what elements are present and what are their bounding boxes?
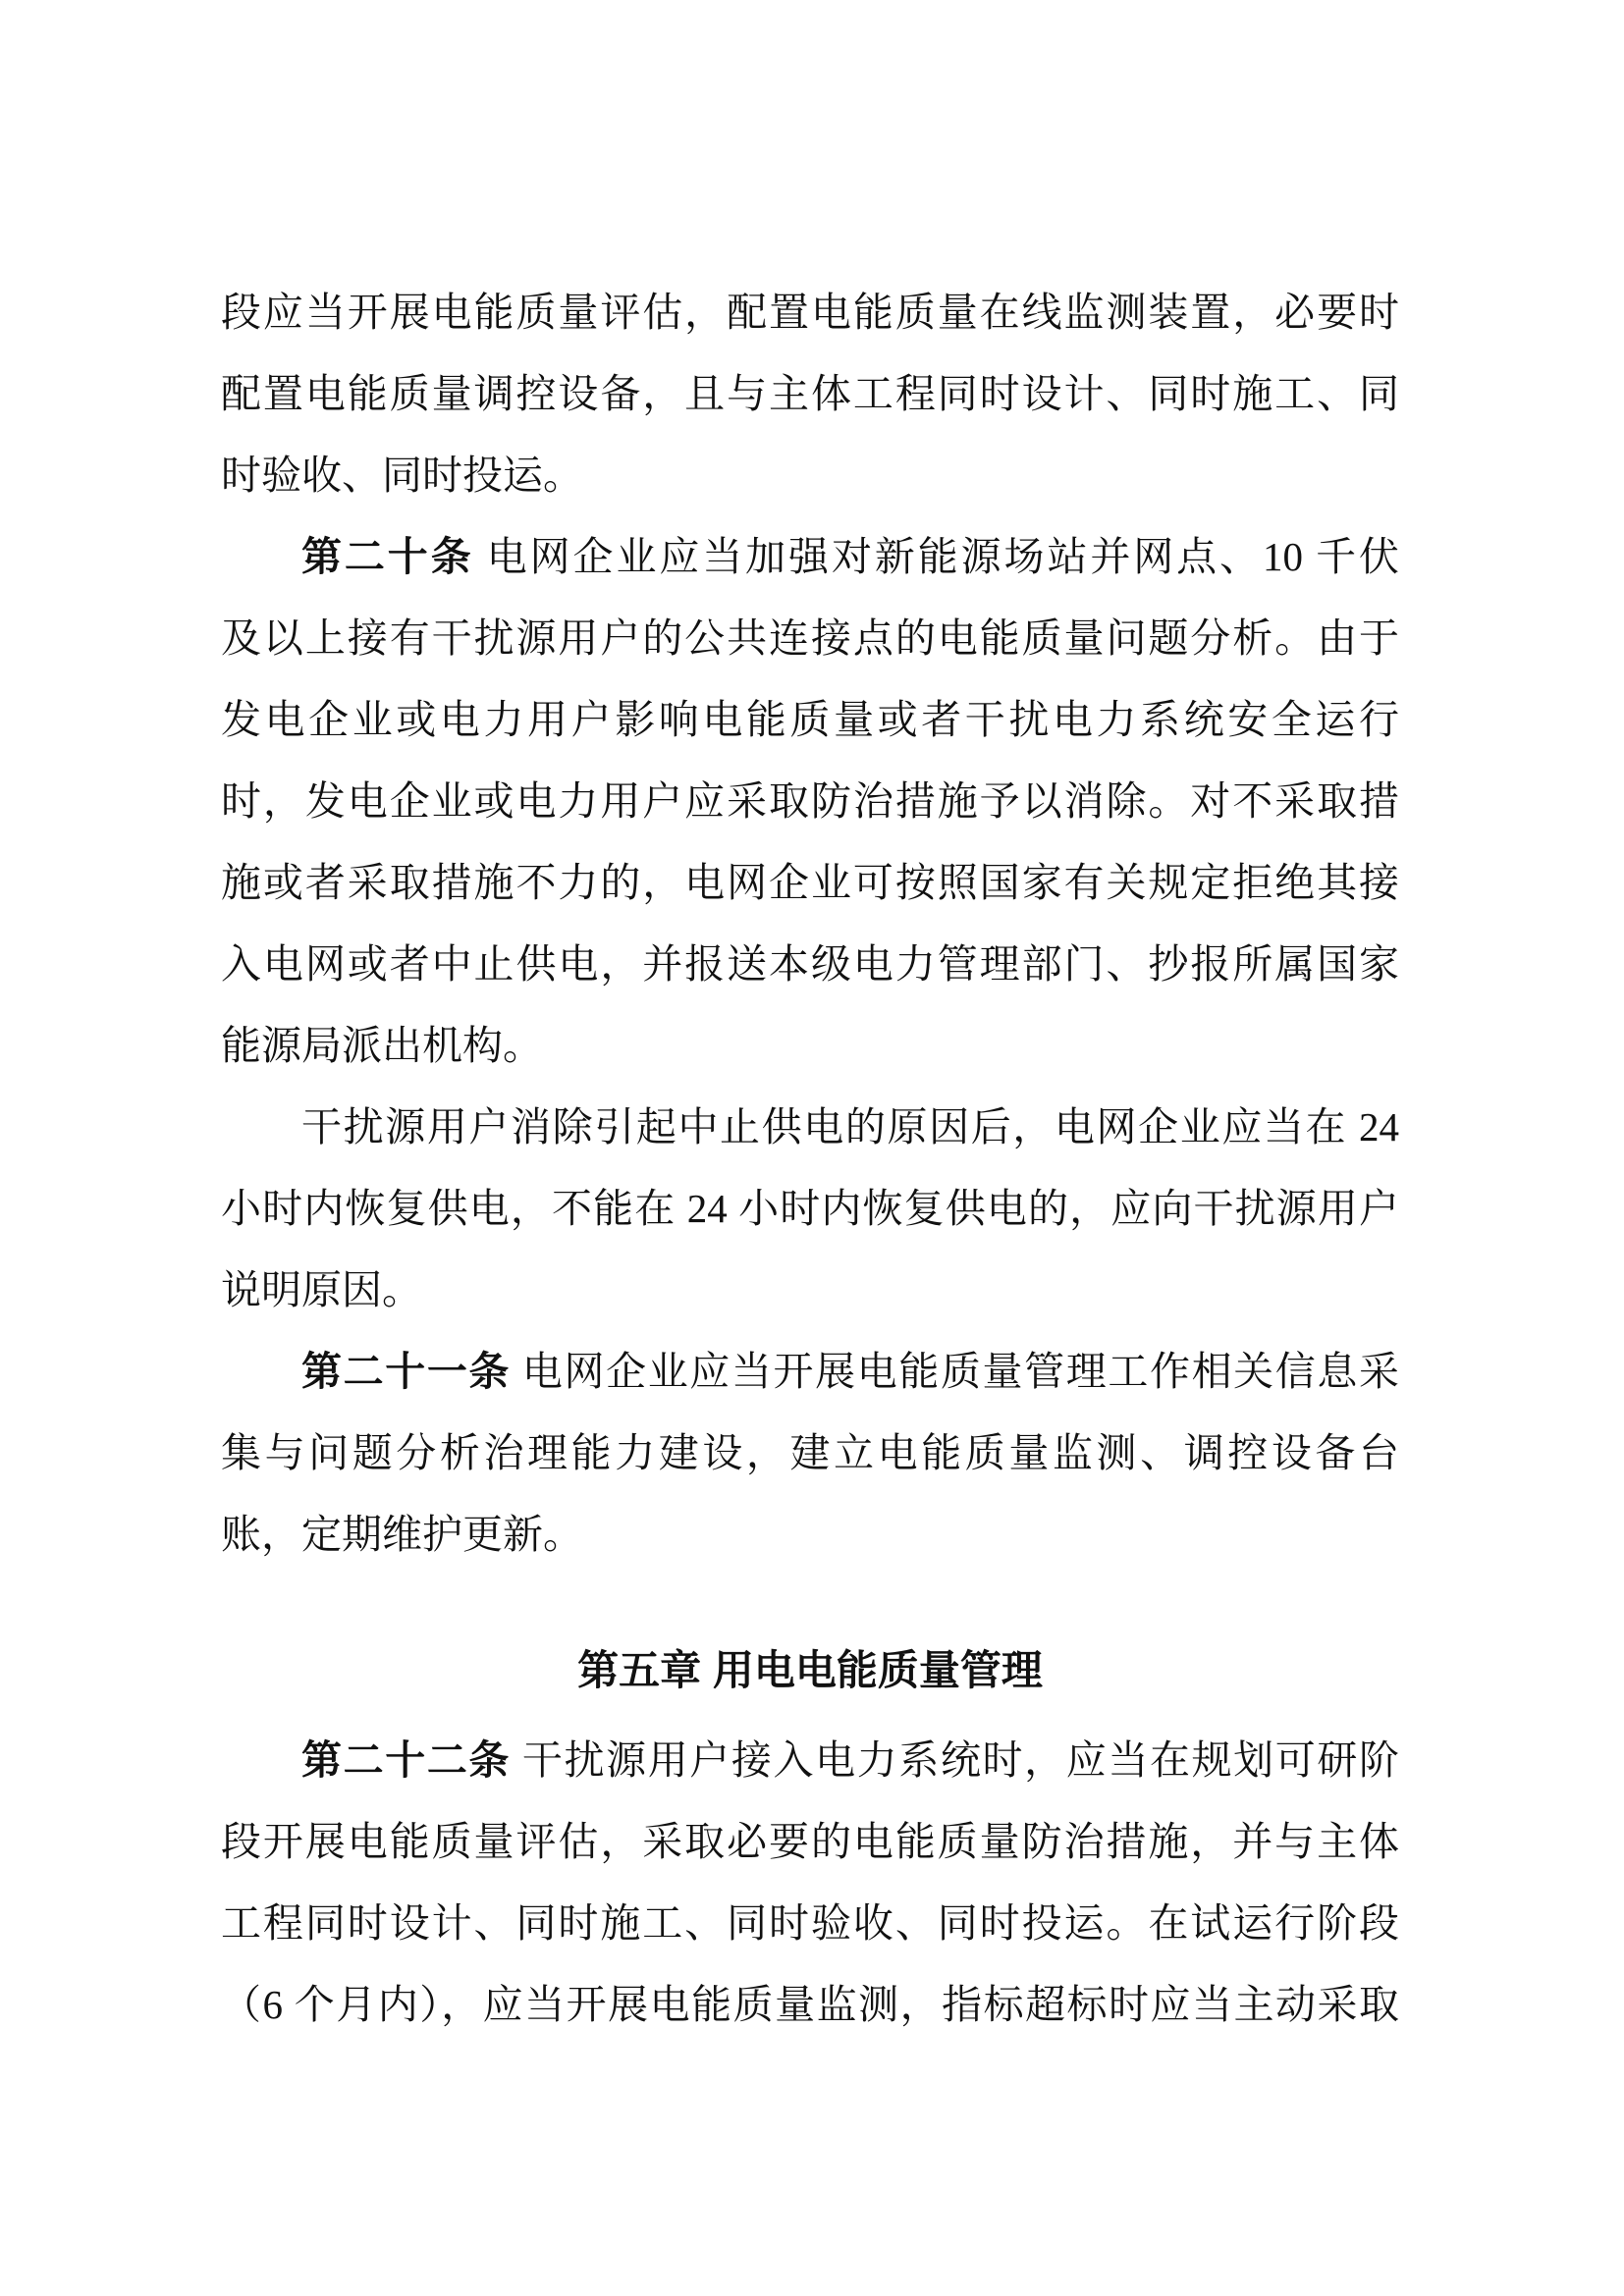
document-body (221, 272, 1399, 2046)
text-line: 干扰源用户消除引起中止供电的原因后，电网企业应当在 24 (301, 1104, 1399, 1149)
text-line: 第二十一条 电网企业应当开展电能质量管理工作相关信息采 (301, 1349, 1400, 1394)
paragraph (221, 1331, 1399, 1575)
text-line: 段开展电能质量评估，采取必要的电能质量防治措施，并与主体 (221, 1819, 1399, 1864)
text-line: 时验收、同时投运。 (221, 453, 583, 498)
text-line: 说明原因。 (221, 1267, 422, 1312)
article-number-label: 第二十二条 (301, 1737, 512, 1783)
text-line: 施或者采取措施不力的，电网企业可按照国家有关规定拒绝其接 (221, 860, 1399, 905)
text-line: 账，定期维护更新。 (221, 1512, 583, 1557)
text-line: 段应当开展电能质量评估，配置电能质量在线监测装置，必要时 (221, 290, 1399, 335)
paragraph (221, 1087, 1399, 1331)
text-line: 发电企业或电力用户影响电能质量或者干扰电力系统安全运行 (221, 697, 1399, 742)
text-line: 能源局派出机构。 (221, 1023, 543, 1068)
text-line: 集与问题分析治理能力建设，建立电能质量监测、调控设备台 (221, 1430, 1399, 1475)
paragraph (221, 272, 1399, 516)
text-line: 入电网或者中止供电，并报送本级电力管理部门、抄报所属国家 (221, 941, 1399, 987)
text-line: 第二十二条 干扰源用户接入电力系统时，应当在规划可研阶 (301, 1737, 1400, 1783)
text-line: 及以上接有干扰源用户的公共连接点的电能质量问题分析。由于 (221, 615, 1399, 661)
text-line: 时，发电企业或电力用户应采取防治措施予以消除。对不采取措 (221, 778, 1399, 824)
text-line: 配置电能质量调控设备，且与主体工程同时设计、同时施工、同 (221, 371, 1399, 416)
article-number-label: 第二十条 (301, 534, 474, 579)
chapter-heading: 第五章 用电电能质量管理 (577, 1647, 1043, 1693)
text-line: 工程同时设计、同时施工、同时验收、同时投运。在试运行阶段 (221, 1900, 1399, 1946)
body-paragraphs-top (221, 272, 1399, 1575)
text-line: 第二十条 电网企业应当加强对新能源场站并网点、10 千伏 (301, 534, 1400, 579)
article-number-label: 第二十一条 (301, 1349, 512, 1394)
paragraph (221, 516, 1399, 1087)
body-paragraphs-bottom (221, 1720, 1399, 2046)
text-line: （6 个月内），应当开展电能质量监测，指标超标时应当主动采取 (221, 1982, 1399, 2027)
text-line: 小时内恢复供电，不能在 24 小时内恢复供电的，应向干扰源用户 (221, 1186, 1399, 1231)
paragraph (221, 1720, 1399, 2046)
